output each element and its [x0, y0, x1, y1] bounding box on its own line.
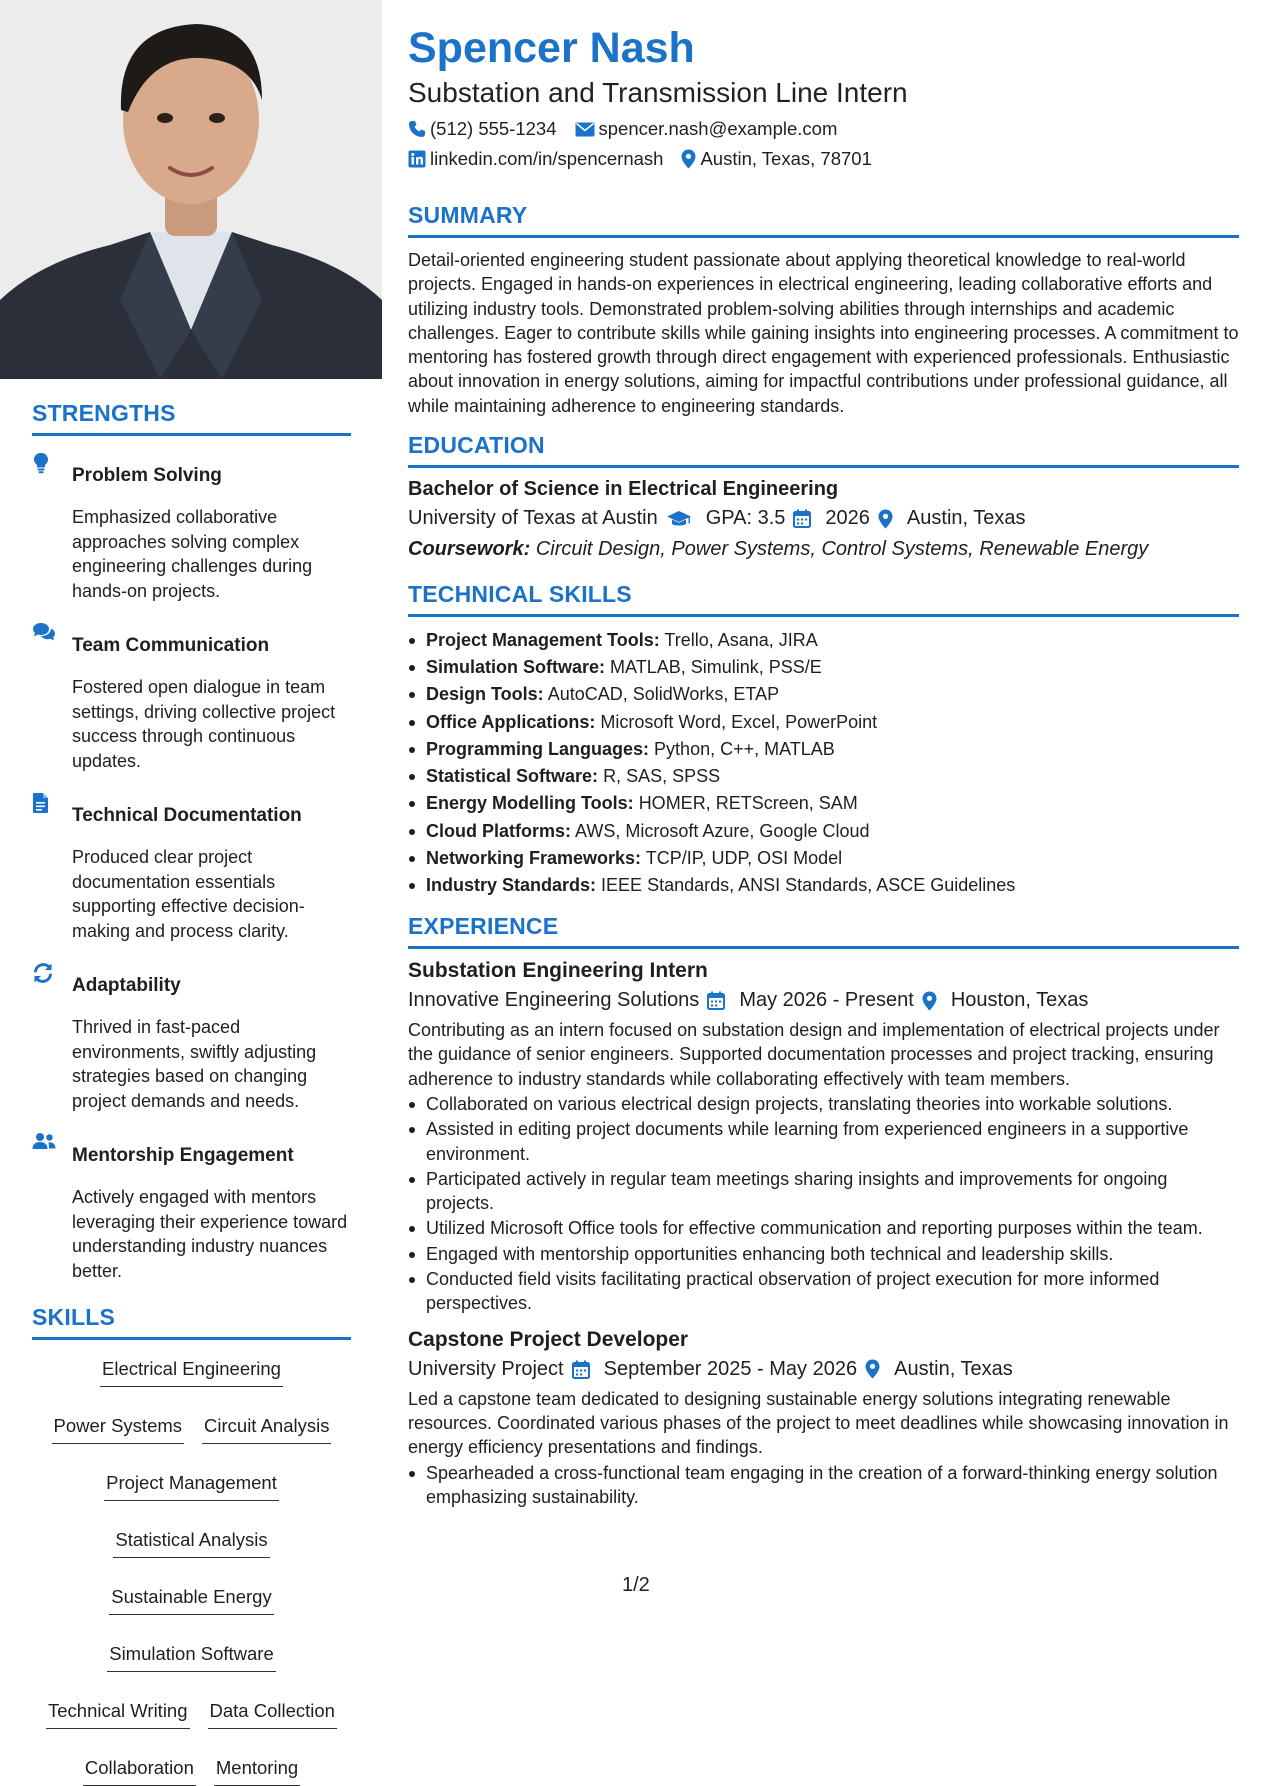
email-text: spencer.nash@example.com	[598, 118, 838, 139]
contact-linkedin[interactable]	[408, 148, 663, 170]
strength-item	[32, 960, 351, 1113]
list-item	[408, 709, 1239, 736]
skill-tag: Project Management	[104, 1472, 279, 1501]
job-dates: September 2025 - May 2026	[603, 1357, 858, 1380]
job-description: Contributing as an intern focused on substation design and implementation of electrical projects under the guidance of senior engineers. Supported documentation processes and project tracking, ensuring adherence to industry standards while collaborating effectively with team members.	[408, 1020, 1220, 1089]
calendar-icon	[793, 509, 811, 528]
skills-list	[32, 1358, 351, 1786]
grad-year: 2026	[825, 507, 870, 530]
skill-value: IEEE Standards, ANSI Standards, ASCE Guidelines	[601, 874, 1016, 895]
list-item	[408, 654, 1239, 681]
skill-tag: Mentoring	[214, 1757, 300, 1786]
list-item	[408, 627, 1239, 654]
summary-text: Detail-oriented engineering student passionate about applying theoretical knowledge to real-world projects. Engaged in hands-on experiences in electrical engineering, leading collaborative efforts and utilizing industry tools. Demonstrated problem-solving abilities through internships and academic challenges. Eager to contribute skills while gaining insights into engineering processes. A commitment to mentoring has fostered growth through direct engagement with experienced professionals. Enthusiastic about innovation in energy solutions, aiming for impactful contributions under professional guidance, all while maintaining adherence to engineering standards.	[408, 250, 1239, 416]
job-bullets	[408, 1092, 1239, 1316]
summary-heading: SUMMARY	[408, 202, 1239, 238]
list-item	[408, 763, 1239, 790]
linkedin-text: linkedin.com/in/spencernash	[430, 148, 664, 169]
contact-location	[681, 148, 871, 170]
page-number: 1/2	[622, 1574, 650, 1596]
list-item: Conducted field visits facilitating practical observation of project execution for more informed perspectives.	[408, 1267, 1239, 1316]
strength-desc: Thrived in fast-paced environments, swiftly adjusting strategies based on changing project demands and needs.	[72, 1017, 317, 1111]
strength-name: Team Communication	[72, 635, 270, 656]
sidebar	[0, 0, 382, 1778]
skill-label: Office Applications:	[426, 711, 596, 732]
skill-value: Trello, Asana, JIRA	[664, 630, 818, 651]
school-name: University of Texas at Austin	[408, 507, 658, 530]
coursework	[408, 538, 1239, 561]
chat-bubbles-icon	[32, 620, 72, 773]
strength-item	[32, 790, 351, 943]
strength-item	[32, 620, 351, 773]
gpa: GPA: 3.5	[705, 507, 786, 530]
list-item	[408, 681, 1239, 708]
coursework-label: Coursework:	[408, 538, 531, 561]
technical-skills-list	[408, 627, 1239, 899]
phone-icon	[408, 120, 426, 138]
strength-name: Problem Solving	[72, 465, 222, 486]
company: University Project	[408, 1357, 564, 1380]
skill-tag: Power Systems	[52, 1415, 185, 1444]
profile-photo	[0, 0, 382, 379]
skill-label: Statistical Software:	[426, 766, 599, 787]
list-item: Utilized Microsoft Office tools for effective communication and reporting purposes within the team.	[408, 1216, 1239, 1240]
skill-tag: Data Collection	[208, 1700, 337, 1729]
skill-label: Programming Languages:	[426, 738, 650, 759]
lightbulb-icon	[32, 450, 72, 603]
strength-name: Adaptability	[72, 975, 181, 996]
list-item: Participated actively in regular team meetings sharing insights and improvements for ongoing projects.	[408, 1167, 1239, 1216]
portrait-image	[0, 0, 382, 379]
strength-item	[32, 1130, 351, 1283]
list-item: Spearheaded a cross-functional team engaging in the creation of a forward-thinking energy solution emphasizing sustainability.	[408, 1461, 1239, 1510]
skill-tag: Sustainable Energy	[109, 1586, 273, 1615]
skill-tag: Electrical Engineering	[100, 1358, 283, 1387]
list-item: Collaborated on various electrical design projects, translating theories into workable solutions.	[408, 1092, 1239, 1116]
skill-label: Cloud Platforms:	[426, 820, 572, 841]
candidate-role: Substation and Transmission Line Intern	[408, 77, 908, 108]
skill-tag: Statistical Analysis	[113, 1529, 269, 1558]
company: Innovative Engineering Solutions	[408, 989, 700, 1012]
list-item	[408, 736, 1239, 763]
job-entry	[408, 1328, 1239, 1509]
job-title: Capstone Project Developer	[408, 1327, 689, 1351]
skill-label: Design Tools:	[426, 684, 544, 705]
list-item: Engaged with mentorship opportunities enhancing both technical and leadership skills.	[408, 1242, 1239, 1266]
skill-tag: Simulation Software	[107, 1643, 276, 1672]
degree: Bachelor of Science in Electrical Engineering	[408, 478, 839, 501]
list-item	[408, 845, 1239, 872]
users-icon	[32, 1130, 72, 1283]
contact-email[interactable]	[575, 118, 838, 140]
contact-info	[408, 118, 928, 170]
contact-phone[interactable]	[408, 118, 557, 140]
skill-value: AutoCAD, SolidWorks, ETAP	[547, 684, 780, 705]
main-column	[408, 22, 1239, 1521]
skill-value: HOMER, RETScreen, SAM	[638, 793, 858, 814]
skill-value: TCP/IP, UDP, OSI Model	[645, 847, 843, 868]
school-location: Austin, Texas	[906, 507, 1026, 530]
envelope-icon	[575, 122, 595, 137]
skill-value: Microsoft Word, Excel, PowerPoint	[600, 711, 878, 732]
job-dates: May 2026 - Present	[739, 989, 914, 1012]
linkedin-icon	[408, 150, 426, 168]
job-meta	[408, 1358, 1239, 1381]
map-pin-icon	[681, 149, 696, 169]
skill-value: Python, C++, MATLAB	[654, 738, 835, 759]
skill-label: Energy Modelling Tools:	[426, 793, 634, 814]
education-heading: EDUCATION	[408, 432, 1239, 468]
strength-item	[32, 450, 351, 603]
strengths-heading: STRENGTHS	[32, 400, 351, 436]
strength-desc: Produced clear project documentation essentials supporting effective decision-making and process clarity.	[72, 847, 305, 941]
strength-name: Technical Documentation	[72, 805, 302, 826]
list-item	[408, 872, 1239, 899]
job-location: Austin, Texas	[894, 1357, 1013, 1380]
list-item	[408, 790, 1239, 817]
candidate-name: Spencer Nash	[408, 24, 695, 72]
sync-icon	[32, 960, 72, 1113]
coursework-list: Circuit Design, Power Systems, Control Systems, Renewable Energy	[535, 538, 1149, 561]
skills-heading: SKILLS	[32, 1304, 351, 1340]
list-item: Assisted in editing project documents while learning from experienced engineers in a supportive environment.	[408, 1117, 1239, 1166]
job-description: Led a capstone team dedicated to designing sustainable energy solutions integrating renewable resources. Coordinated various phases of the project to meet deadlines while showcasing innovation in energy efficiency presentations and findings.	[408, 1388, 1229, 1458]
strength-desc: Emphasized collaborative approaches solving complex engineering challenges during hands-on projects.	[72, 507, 313, 601]
list-item	[408, 818, 1239, 845]
skill-value: R, SAS, SPSS	[603, 766, 721, 787]
job-entry	[408, 959, 1239, 1316]
skill-label: Simulation Software:	[426, 657, 606, 678]
location-text: Austin, Texas, 78701	[700, 148, 872, 169]
skill-tag: Circuit Analysis	[202, 1415, 331, 1444]
map-pin-icon	[865, 1359, 880, 1379]
strength-desc: Actively engaged with mentors leveraging their experience toward understanding industry nuances better.	[72, 1187, 348, 1281]
map-pin-icon	[878, 509, 893, 529]
skill-label: Project Management Tools:	[426, 630, 660, 651]
skill-tag: Technical Writing	[46, 1700, 190, 1729]
skill-tag: Collaboration	[83, 1757, 196, 1786]
skill-label: Industry Standards:	[426, 874, 597, 895]
job-title: Substation Engineering Intern	[408, 959, 708, 983]
graduation-cap-icon	[666, 510, 692, 528]
experience-heading: EXPERIENCE	[408, 913, 1239, 949]
calendar-icon	[572, 1360, 590, 1379]
map-pin-icon	[922, 991, 937, 1011]
job-meta	[408, 989, 1239, 1012]
skill-value: AWS, Microsoft Azure, Google Cloud	[575, 820, 870, 841]
calendar-icon	[707, 991, 725, 1010]
technical-skills-heading: TECHNICAL SKILLS	[408, 581, 1239, 617]
job-location: Houston, Texas	[950, 989, 1089, 1012]
skill-label: Networking Frameworks:	[426, 847, 642, 868]
education-meta	[408, 507, 1239, 530]
strength-name: Mentorship Engagement	[72, 1145, 294, 1166]
phone-text: (512) 555-1234	[430, 118, 557, 139]
document-icon	[32, 790, 72, 943]
skill-value: MATLAB, Simulink, PSS/E	[610, 657, 822, 678]
strength-desc: Fostered open dialogue in team settings, driving collective project success through continuous updates.	[72, 677, 336, 771]
job-bullets	[408, 1461, 1239, 1510]
